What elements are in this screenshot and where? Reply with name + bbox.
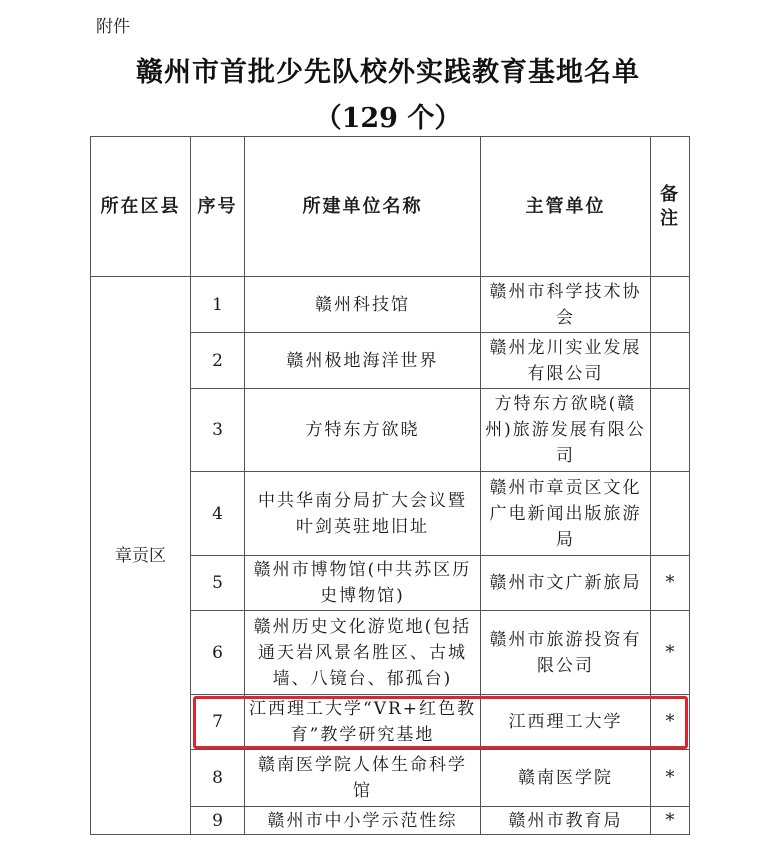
unit-cell: 赣州市中小学示范性综: [245, 807, 481, 835]
unit-cell: 赣州科技馆: [245, 277, 481, 333]
seq-cell: 9: [191, 807, 245, 835]
header-unit: 所建单位名称: [245, 137, 481, 277]
row-7-highlight-box: [193, 696, 688, 749]
seq-cell: 8: [191, 750, 245, 807]
note-cell: [651, 333, 690, 389]
note-cell: [651, 277, 690, 333]
note-cell: [651, 389, 690, 472]
unit-cell: 赣州市博物馆(中共苏区历史博物馆): [245, 556, 481, 611]
unit-cell: 江西理工大学“VR+红色教育”教学研究基地: [245, 695, 481, 750]
unit-cell: 赣州历史文化游览地(包括通天岩风景名胜区、古城墙、八镜台、郁孤台): [245, 611, 481, 695]
seq-cell: 7: [191, 695, 245, 750]
unit-cell: 中共华南分局扩大会议暨叶剑英驻地旧址: [245, 472, 481, 556]
seq-cell: 3: [191, 389, 245, 472]
unit-cell: 方特东方欲晓: [245, 389, 481, 472]
note-cell: *: [651, 695, 690, 750]
header-note: 备注: [651, 137, 690, 277]
unit-cell: 赣南医学院人体生命科学馆: [245, 750, 481, 807]
note-cell: *: [651, 807, 690, 835]
note-cell: *: [651, 556, 690, 611]
unit-cell: 赣州极地海洋世界: [245, 333, 481, 389]
district-cell: 章贡区: [91, 277, 191, 835]
note-cell: *: [651, 750, 690, 807]
seq-cell: 1: [191, 277, 245, 333]
document-subtitle: （129 个）: [314, 103, 462, 134]
header-seq: 序号: [191, 137, 245, 277]
authority-cell: 赣州龙川实业发展有限公司: [481, 333, 651, 389]
authority-cell: 赣南医学院: [481, 750, 651, 807]
header-district: 所在区县: [91, 137, 191, 277]
table-row: [91, 277, 690, 333]
seq-cell: 5: [191, 556, 245, 611]
authority-cell: 江西理工大学: [481, 695, 651, 750]
note-cell: [651, 472, 690, 556]
seq-cell: 4: [191, 472, 245, 556]
seq-cell: 6: [191, 611, 245, 695]
authority-cell: 赣州市旅游投资有限公司: [481, 611, 651, 695]
table-header-row: [91, 137, 690, 277]
note-cell: *: [651, 611, 690, 695]
document-title: 赣州市首批少先队校外实践教育基地名单: [136, 57, 640, 88]
authority-cell: 赣州市章贡区文化广电新闻出版旅游局: [481, 472, 651, 556]
authority-cell: 方特东方欲晓(赣州)旅游发展有限公司: [481, 389, 651, 472]
attachment-label: 附件: [96, 17, 130, 37]
authority-cell: 赣州市文广新旅局: [481, 556, 651, 611]
seq-cell: 2: [191, 333, 245, 389]
authority-cell: 赣州市科学技术协会: [481, 277, 651, 333]
authority-cell: 赣州市教育局: [481, 807, 651, 835]
header-authority: 主管单位: [481, 137, 651, 277]
